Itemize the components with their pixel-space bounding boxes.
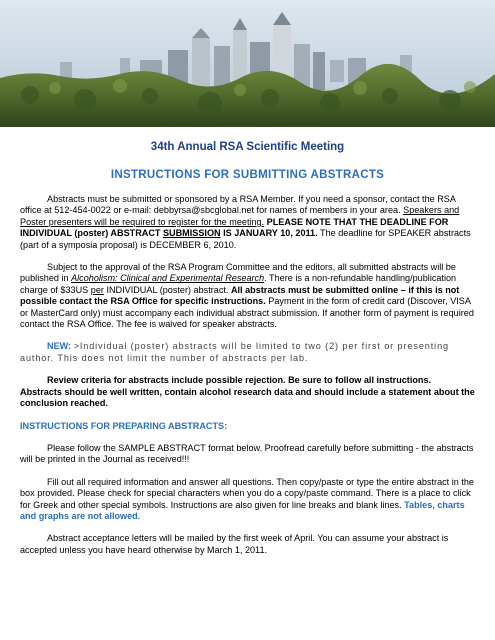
paragraph-acceptance: Abstract acceptance letters will be mailed by the first week of April. You can assume your abstract is accepted unless you have heard otherwise by March 1, 2011.: [20, 533, 449, 555]
text-submission: SUBMISSION: [162, 228, 221, 239]
text-registration-note: Speakers and Poster presenters will be required to register for the meeting.: [20, 205, 460, 227]
paragraph-fill-out: [20, 477, 475, 523]
journal-link[interactable]: Alcoholism: Clinical and Experimental Research: [71, 273, 265, 284]
header-photo: [0, 0, 495, 127]
text-deadline-date: IS JANUARY 10, 2011.: [220, 228, 318, 239]
text-speaker-deadline: The deadline for SPEAKER abstracts (part of a symposia proposal) is DECEMBER 6, 2010.: [20, 228, 471, 250]
text-fee: . There is a non-refundable handling/publication charge of $33US: [20, 273, 457, 295]
paragraph-sample-format: Please follow the SAMPLE ABSTRACT format below. Proofread carefully before submitting - the abstracts will be printed in the Journal as received!!!: [20, 442, 474, 465]
text-deadline-note: PLEASE NOTE THAT THE DEADLINE FOR INDIVIDUAL (poster) ABSTRACT: [20, 216, 449, 239]
paragraph-review-criteria: Review criteria for abstracts include possible rejection. Be sure to follow all instructions. Abstracts should be well written, contain alcohol research data and should include a statement about the conclusion reached.: [20, 375, 475, 409]
paragraph-new-limit: [20, 341, 475, 364]
new-badge: NEW:: [47, 341, 74, 352]
text-abstract-limit: >Individual (poster) abstracts will be limited to two (2) per first or presenting author. This does not limit the number of abstracts per lab.: [20, 341, 450, 363]
page-subtitle: INSTRUCTIONS FOR SUBMITTING ABSTRACTS: [110, 169, 385, 181]
city-skyline-image: [0, 0, 495, 127]
text-per: per: [90, 284, 104, 295]
paragraph-membership: [20, 194, 475, 251]
text-tables-not-allowed: Tables, charts and graphs are not allowed.: [20, 499, 465, 521]
text-sponsor: Abstracts must be submitted or sponsored by a RSA Member. If you need a sponsor, contact the RSA office at 512-454-0022 or e-mail: debbyrsa@sbcglobal.net for names of members in your area.: [20, 194, 456, 216]
text-approval: Subject to the approval of the RSA Program Committee and the editors, all submitted abstracts will be published in: [20, 262, 456, 284]
text-fill-out: Fill out all required information and answer all questions. Then copy/paste or type the entire abstract in the box provided. Please check for special characters when you do a copy/paste command. There is a place to click for Greek and other special symbols. Instructions are also given for line breaks and blank lines.: [20, 476, 474, 510]
text-submit-online: All abstracts must be submitted online – if this is not possible contact the RSA Office for specific instructions.: [20, 284, 460, 307]
document-body: [0, 140, 495, 556]
paragraph-publication: [20, 262, 475, 330]
text-payment: Payment in the form of credit card (Discover, VISA or MasterCard only) must accompany each individual abstract submission. If another form of payment is required contact the RSA Office. The fee is waived for speaker abstracts.: [20, 296, 474, 330]
page-title: 34th Annual RSA Scientific Meeting: [150, 141, 345, 153]
section-heading-preparing: INSTRUCTIONS FOR PREPARING ABSTRACTS:: [20, 420, 228, 431]
text-individual: INDIVIDUAL (poster) abstract.: [103, 284, 231, 295]
